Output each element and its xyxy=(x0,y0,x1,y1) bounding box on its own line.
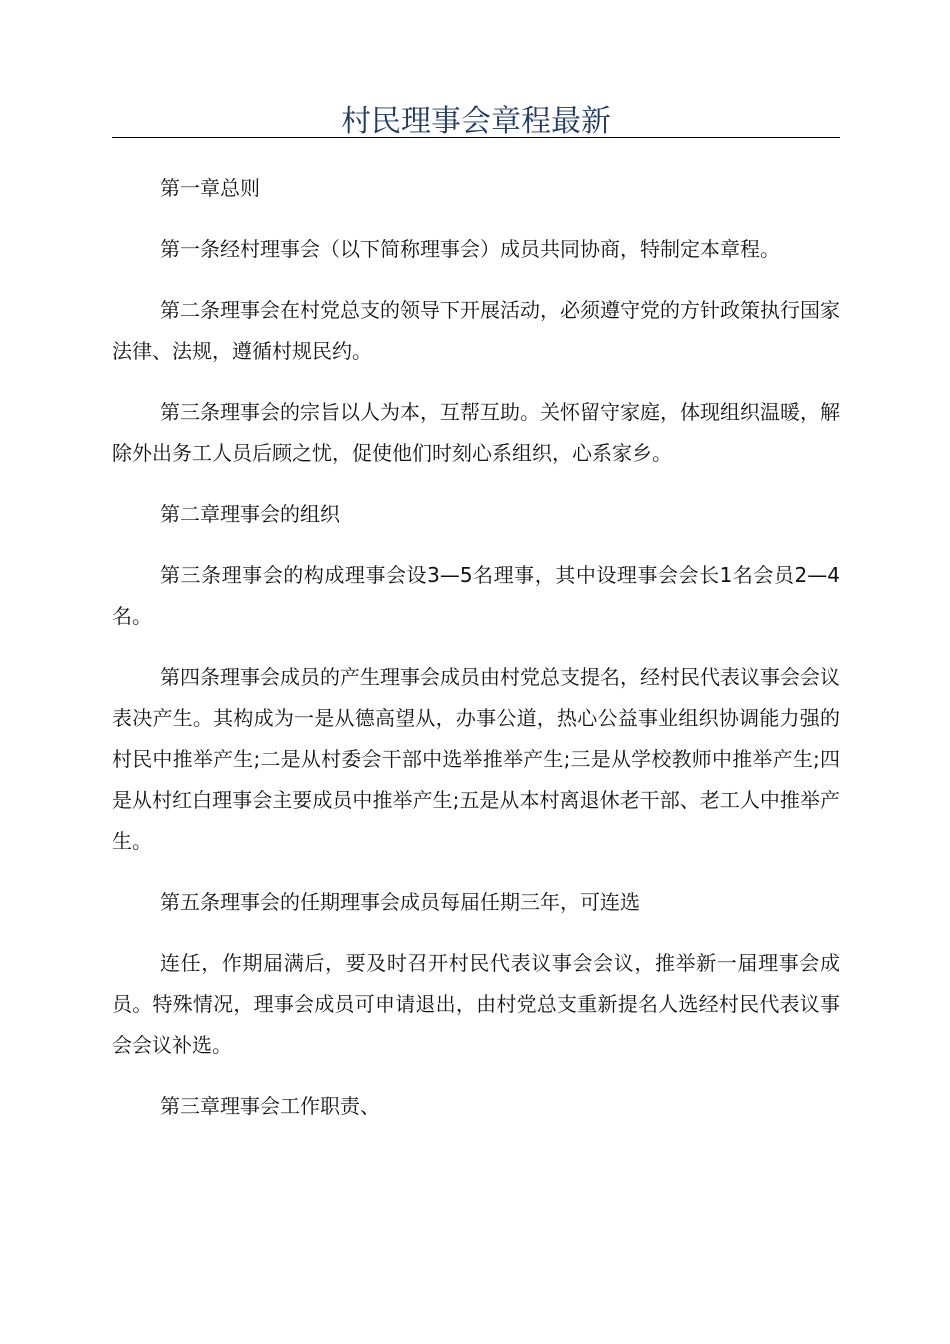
chapter-heading-3: 第三章理事会工作职责、 xyxy=(160,1094,380,1118)
article-paragraph: 第一条经村理事会（以下简称理事会）成员共同协商，特制定本章程。 xyxy=(160,237,780,261)
title-underline xyxy=(112,137,840,138)
chapter-heading-1: 第一章总则 xyxy=(160,176,260,200)
article-paragraph: 第五条理事会的任期理事会成员每届任期三年，可连选 xyxy=(160,890,640,914)
document-title: 村民理事会章程最新 xyxy=(341,104,611,139)
chapter-heading-2: 第二章理事会的组织 xyxy=(160,502,340,526)
article-paragraph: 第三条理事会的宗旨以人为本，互帮互助。关怀留守家庭，体现组织温暖，解除外出务工人员后顾之忧，促使他们时刻心系组织，心系家乡。 xyxy=(112,400,840,465)
article-paragraph: 第二条理事会在村党总支的领导下开展活动，必须遵守党的方针政策执行国家法律、法规，遵循村规民约。 xyxy=(112,298,840,363)
article-paragraph: 连任，作期届满后，要及时召开村民代表议事会会议，推举新一届理事会成员。特殊情况，理事会成员可申请退出，由村党总支重新提名人选经村民代表议事会会议补选。 xyxy=(112,951,840,1057)
article-paragraph: 第四条理事会成员的产生理事会成员由村党总支提名，经村民代表议事会会议表决产生。其构成为一是从德高望从，办事公道，热心公益事业组织协调能力强的村民中推举产生;二是从村委会干部中选举推举产生;三是从学校教师中推举产生;四是从村红白理事会主要成员中推举产生;五是从本村离退休老干部、老工人中推举产生。 xyxy=(112,665,840,853)
document-body xyxy=(112,168,840,1147)
article-paragraph: 第三条理事会的构成理事会设3—5名理事，其中设理事会会长1名会员2—4名。 xyxy=(112,563,840,628)
